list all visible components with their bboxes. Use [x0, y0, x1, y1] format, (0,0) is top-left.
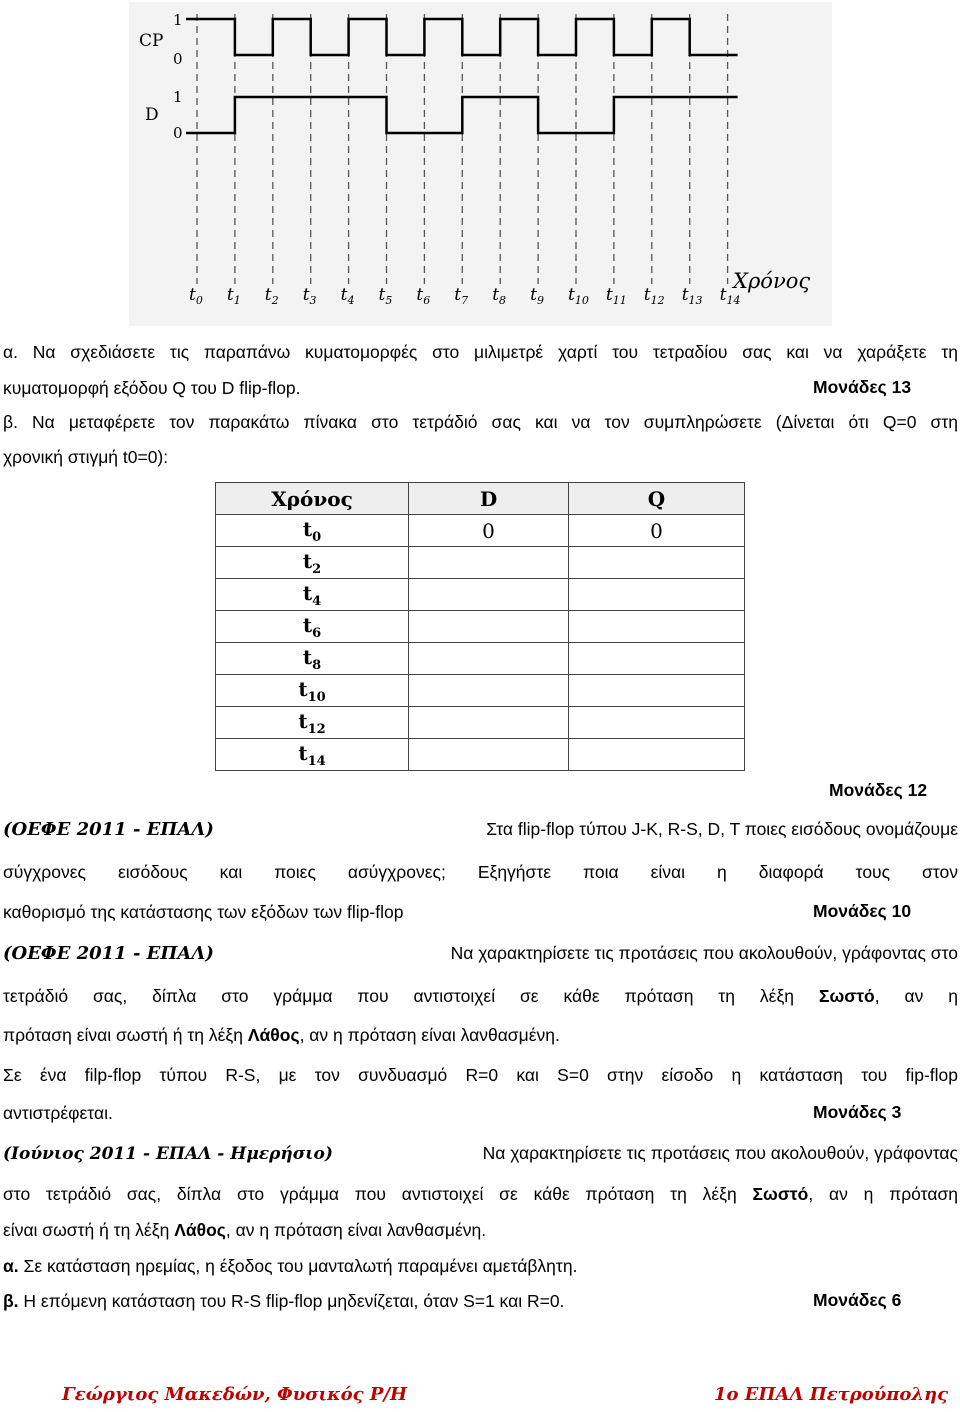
time-cell: $t_4$: [216, 579, 409, 611]
table-row: [216, 579, 745, 611]
time-tick-labels: [189, 285, 740, 307]
q-cell: 0: [569, 515, 745, 547]
tick-label: $t_6$: [416, 285, 431, 307]
q-cell: [569, 579, 745, 611]
tick-label: $t_{12}$: [643, 285, 665, 307]
q-cell: [569, 547, 745, 579]
tick-label: $t_3$: [302, 285, 317, 307]
time-cell: $t_{14}$: [216, 739, 409, 771]
q2-points: Μονάδες 10: [813, 901, 912, 921]
q2-line1: Στα flip-flop τύπου J-K, R-S, D, T ποιες εισόδους ονομάζουμε: [486, 819, 958, 839]
word-wrong: Λάθος: [247, 1025, 300, 1045]
cp-level-one: 1: [173, 11, 183, 29]
q3-line4: Σε ένα filp-flop τύπου R-S, με τον συνδυασμό R=0 και S=0 στην είσοδο η κατάσταση του fip-flop: [3, 1065, 958, 1085]
table-row: [216, 739, 745, 771]
q4-line2: στο τετράδιό σας, δίπλα στο γράμμα που αντιστοιχεί σε κάθε πρόταση τη λέξη Σωστό, αν η πρόταση: [3, 1184, 958, 1204]
time-cell: $t_{10}$: [216, 675, 409, 707]
d-cell: [409, 611, 569, 643]
q4-line1: Να χαρακτηρίσετε τις προτάσεις που ακολουθούν, γράφοντας: [482, 1143, 958, 1163]
cp-level-zero: 0: [173, 50, 183, 68]
d-cell: [409, 547, 569, 579]
header-d: D: [409, 483, 569, 515]
q-cell: [569, 643, 745, 675]
cp-waveform: [186, 19, 738, 55]
q3-line1: Να χαρακτηρίσετε τις προτάσεις που ακολουθούν, γράφοντας στο: [450, 943, 958, 963]
d-cell: [409, 707, 569, 739]
d-cell: [409, 579, 569, 611]
q-cell: [569, 707, 745, 739]
d-cell: 0: [409, 515, 569, 547]
word-correct: Σωστό: [752, 1184, 809, 1204]
tick-label: $t_8$: [492, 285, 507, 307]
time-cell: $t_8$: [216, 643, 409, 675]
d-label: D: [145, 105, 159, 125]
tick-label: $t_{13}$: [681, 285, 703, 307]
q3-source-tag: (ΟΕΦΕ 2011 - ΕΠΑΛ): [3, 943, 214, 964]
question-a-points: Μονάδες 13: [813, 377, 912, 397]
table-header-row: [216, 483, 745, 515]
q3-points: Μονάδες 3: [813, 1102, 902, 1122]
tick-label: $t_7$: [454, 285, 469, 307]
q2-line1-wrap: [3, 818, 958, 841]
tick-label: $t_{14}$: [719, 285, 741, 307]
d-cell: [409, 739, 569, 771]
table-row: [216, 707, 745, 739]
timing-diagram: [129, 2, 832, 326]
d-cell: [409, 643, 569, 675]
question-b-line1: β. Να μεταφέρετε τον παρακάτω πίνακα στο τετράδιό σας και να τον συμπληρώσετε (Δίνεται ότι Q=0 στη: [3, 412, 958, 432]
d-cell: [409, 675, 569, 707]
time-axis-label: Χρόνος: [733, 269, 811, 293]
table-row: [216, 675, 745, 707]
tick-label: $t_{10}$: [568, 285, 589, 307]
tick-label: $t_4$: [340, 285, 355, 307]
tick-label: $t_0$: [189, 285, 203, 307]
table-row: [216, 515, 745, 547]
cp-label: CP: [139, 31, 164, 51]
tick-label: $t_1$: [226, 285, 241, 307]
q3-line3: πρόταση είναι σωστή ή τη λέξη Λάθος, αν η πρόταση είναι λανθασμένη.: [3, 1025, 560, 1045]
q4-source-tag: (Ιούνιος 2011 - ΕΠΑΛ - Ημερήσιο): [3, 1144, 333, 1164]
q2-line3: καθορισμό της κατάστασης των εξόδων των flip-flop: [3, 902, 404, 922]
time-cell: $t_6$: [216, 611, 409, 643]
question-a-line2: κυματομορφή εξόδου Q του D flip-flop.: [3, 378, 301, 398]
question-a-line1: α. Να σχεδιάσετε τις παραπάνω κυματομορφές στο μιλιμετρέ χαρτί του τετραδίου σας και να χαράξετε τη: [3, 342, 958, 362]
d-waveform: [186, 97, 738, 133]
question-b-line2: χρονική στιγμή t0=0):: [3, 447, 169, 467]
q4-points: Μονάδες 6: [813, 1290, 902, 1310]
footer-author: Γεώργιος Μακεδών, Φυσικός Ρ/Η: [62, 1384, 408, 1405]
word-wrong: Λάθος: [174, 1220, 226, 1240]
tick-label: $t_9$: [530, 285, 544, 307]
tick-label: $t_{11}$: [605, 285, 627, 307]
question-b-points: Μονάδες 12: [829, 780, 928, 800]
tick-label: $t_2$: [264, 285, 279, 307]
q4-item-a: α. Σε κατάσταση ηρεμίας, η έξοδος του μανταλωτή παραμένει αμετάβλητη.: [3, 1256, 578, 1276]
q3-line1-wrap: [3, 942, 958, 965]
header-q: Q: [569, 483, 745, 515]
q-cell: [569, 611, 745, 643]
d-level-one: 1: [173, 88, 183, 106]
d-level-zero: 0: [173, 124, 183, 142]
q4-line1-wrap: [3, 1142, 958, 1165]
time-cell: $t_2$: [216, 547, 409, 579]
word-correct: Σωστό: [818, 986, 875, 1006]
q2-line2: σύγχρονες εισόδους και ποιες ασύγχρονες; Εξηγήστε ποια είναι η διαφορά τους στον: [3, 862, 958, 882]
q2-source-tag: (ΟΕΦΕ 2011 - ΕΠΑΛ): [3, 819, 214, 840]
q3-line5: αντιστρέφεται.: [3, 1103, 113, 1123]
time-cell: $t_0$: [216, 515, 409, 547]
footer-school: 1ο ΕΠΑΛ Πετρούπολης: [714, 1384, 949, 1405]
q4-item-b: β. Η επόμενη κατάσταση του R-S flip-flop μηδενίζεται, όταν S=1 και R=0.: [3, 1291, 565, 1311]
tick-label: $t_5$: [378, 285, 393, 307]
time-cell: $t_{12}$: [216, 707, 409, 739]
state-table: [215, 482, 745, 771]
q-cell: [569, 675, 745, 707]
q-cell: [569, 739, 745, 771]
table-row: [216, 611, 745, 643]
q3-line2: τετράδιό σας, δίπλα στο γράμμα που αντιστοιχεί σε κάθε πρόταση τη λέξη Σωστό, αν η: [3, 986, 958, 1006]
q4-line3: είναι σωστή ή τη λέξη Λάθος, αν η πρόταση είναι λανθασμένη.: [3, 1220, 487, 1240]
table-row: [216, 547, 745, 579]
table-row: [216, 643, 745, 675]
header-time: Χρόνος: [216, 483, 409, 515]
